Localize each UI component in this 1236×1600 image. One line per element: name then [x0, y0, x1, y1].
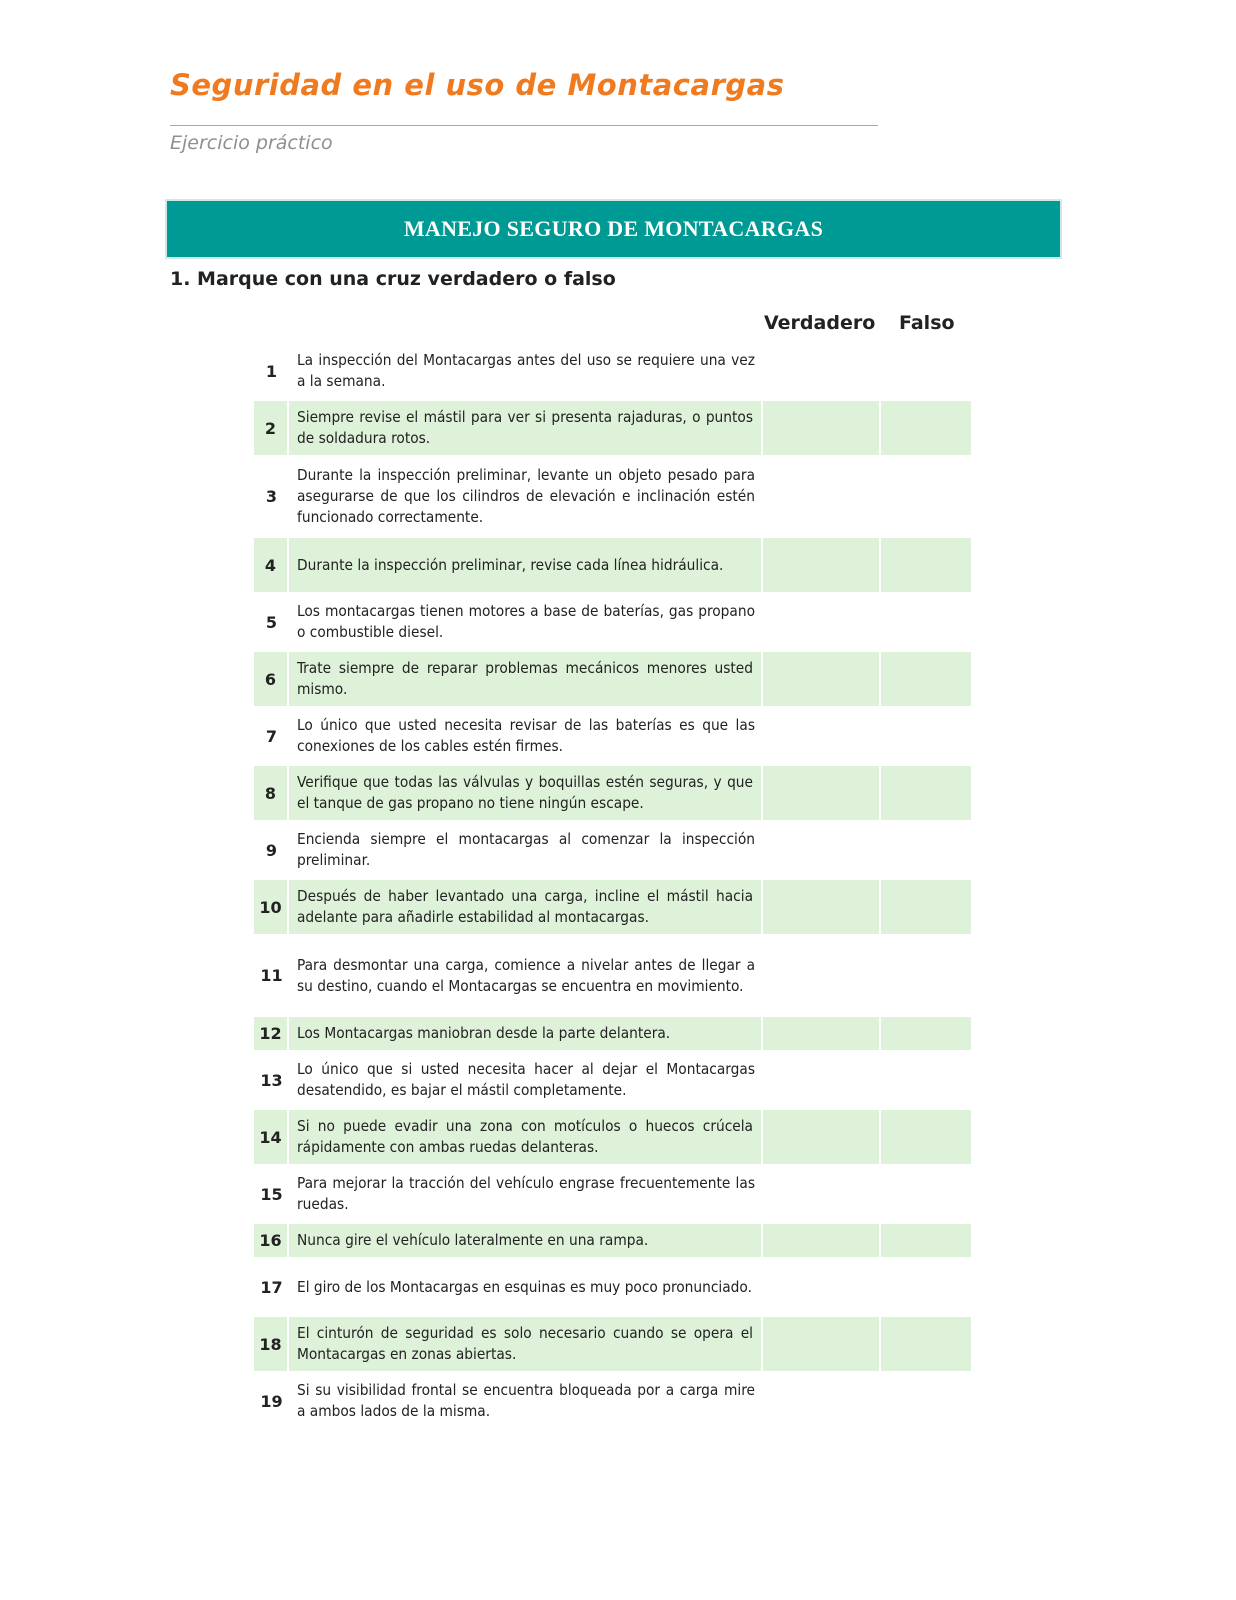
item-statement: Nunca gire el vehículo lateralmente en una rampa. — [289, 1224, 763, 1257]
table-row — [254, 1260, 971, 1314]
false-answer-cell[interactable] — [881, 652, 971, 706]
item-number: 19 — [260, 1391, 283, 1411]
item-statement: Si no puede evadir una zona con motículos o huecos crúcela rápidamente con ambas ruedas delanteras. — [289, 1110, 763, 1164]
table-row — [254, 880, 971, 934]
item-number: 17 — [260, 1277, 283, 1297]
true-answer-cell[interactable] — [763, 709, 881, 763]
true-answer-cell[interactable] — [763, 823, 881, 877]
item-statement: Para desmontar una carga, comience a nivelar antes de llegar a su destino, cuando el Montacargas se encuentra en movimiento. — [297, 955, 755, 995]
item-statement: Encienda siempre el montacargas al comenzar la inspección preliminar. — [297, 830, 755, 869]
true-answer-cell[interactable] — [763, 652, 881, 706]
item-number: 14 — [254, 1110, 289, 1164]
true-answer-cell[interactable] — [763, 1017, 881, 1050]
table-row — [254, 401, 971, 455]
table-row — [254, 1224, 971, 1257]
document-subtitle: Ejercicio práctico — [170, 132, 333, 154]
true-answer-cell[interactable] — [763, 1317, 881, 1371]
item-statement: Los montacargas tienen motores a base de baterías, gas propano o combustible diesel. — [297, 602, 755, 641]
table-row — [254, 823, 971, 877]
table-row — [254, 458, 971, 535]
item-number: 6 — [254, 652, 289, 706]
item-statement: El cinturón de seguridad es solo necesario cuando se opera el Montacargas en zonas abiertas. — [289, 1317, 763, 1371]
item-number: 3 — [265, 487, 278, 506]
false-answer-cell[interactable] — [881, 1224, 971, 1257]
item-number: 2 — [254, 401, 289, 455]
item-statement: Durante la inspección preliminar, levante un objeto pesado para asegurarse de que los cilindros de elevación e inclinación estén funcionado correctamente. — [297, 466, 755, 526]
false-answer-cell[interactable] — [881, 595, 971, 649]
true-answer-cell[interactable] — [763, 1374, 881, 1428]
true-false-table-body — [254, 344, 971, 1428]
table-row — [254, 652, 971, 706]
table-row — [254, 1317, 971, 1371]
table-row — [254, 1053, 971, 1107]
item-statement: Lo único que usted necesita revisar de las baterías es que las conexiones de los cables estén firmes. — [297, 716, 755, 755]
false-answer-cell[interactable] — [881, 1110, 971, 1164]
true-answer-cell[interactable] — [763, 880, 881, 934]
item-number: 12 — [254, 1017, 289, 1050]
true-answer-cell[interactable] — [763, 1224, 881, 1257]
table-row — [254, 538, 971, 592]
title-divider — [170, 125, 878, 126]
item-number: 11 — [260, 966, 283, 985]
table-row — [254, 1017, 971, 1050]
question-heading: 1. Marque con una cruz verdadero o falso — [170, 268, 616, 290]
true-answer-cell[interactable] — [763, 937, 881, 1014]
item-number: 4 — [254, 538, 289, 592]
section-banner-text: MANEJO SEGURO DE MONTACARGAS — [403, 216, 824, 241]
item-number: 18 — [254, 1317, 289, 1371]
item-number: 9 — [265, 840, 278, 860]
item-number: 1 — [265, 361, 278, 381]
table-row — [254, 1110, 971, 1164]
item-statement: Durante la inspección preliminar, revise cada línea hidráulica. — [289, 538, 763, 592]
column-header-false: Falso — [899, 312, 955, 334]
true-answer-cell[interactable] — [763, 538, 881, 592]
true-answer-cell[interactable] — [763, 595, 881, 649]
item-statement: Verifique que todas las válvulas y boquillas estén seguras, y que el tanque de gas propano no tiene ningún escape. — [289, 766, 763, 820]
false-answer-cell[interactable] — [881, 1017, 971, 1050]
item-number: 13 — [260, 1070, 283, 1090]
item-number: 5 — [265, 612, 278, 632]
true-answer-cell[interactable] — [763, 401, 881, 455]
item-number: 10 — [254, 880, 289, 934]
true-answer-cell[interactable] — [763, 344, 881, 398]
table-row — [254, 344, 971, 398]
true-answer-cell[interactable] — [763, 1260, 881, 1314]
item-number: 7 — [265, 726, 278, 746]
true-answer-cell[interactable] — [763, 1167, 881, 1221]
item-statement: El giro de los Montacargas en esquinas es muy poco pronunciado. — [297, 1277, 752, 1296]
false-answer-cell[interactable] — [881, 937, 971, 1014]
true-answer-cell[interactable] — [763, 1110, 881, 1164]
section-banner — [167, 201, 1060, 257]
table-row — [254, 937, 971, 1014]
table-row — [254, 1374, 971, 1428]
item-statement: Trate siempre de reparar problemas mecánicos menores usted mismo. — [289, 652, 763, 706]
item-statement: La inspección del Montacargas antes del uso se requiere una vez a la semana. — [297, 351, 755, 390]
table-row — [254, 766, 971, 820]
false-answer-cell[interactable] — [881, 766, 971, 820]
item-statement: Para mejorar la tracción del vehículo engrase frecuentemente las ruedas. — [297, 1174, 755, 1213]
false-answer-cell[interactable] — [881, 709, 971, 763]
false-answer-cell[interactable] — [881, 344, 971, 398]
true-answer-cell[interactable] — [763, 458, 881, 535]
item-number: 8 — [254, 766, 289, 820]
true-answer-cell[interactable] — [763, 1053, 881, 1107]
document-title: Seguridad en el uso de Montacargas — [170, 68, 785, 102]
false-answer-cell[interactable] — [881, 1374, 971, 1428]
true-false-table — [254, 344, 971, 1428]
item-statement: Los Montacargas maniobran desde la parte delantera. — [289, 1017, 763, 1050]
false-answer-cell[interactable] — [881, 823, 971, 877]
false-answer-cell[interactable] — [881, 401, 971, 455]
false-answer-cell[interactable] — [881, 1260, 971, 1314]
false-answer-cell[interactable] — [881, 458, 971, 535]
item-statement: Siempre revise el mástil para ver si presenta rajaduras, o puntos de soldadura rotos. — [289, 401, 763, 455]
false-answer-cell[interactable] — [881, 1053, 971, 1107]
item-number: 16 — [254, 1224, 289, 1257]
column-header-true: Verdadero — [764, 312, 876, 334]
item-statement: Si su visibilidad frontal se encuentra bloqueada por a carga mire a ambos lados de la misma. — [297, 1381, 755, 1420]
false-answer-cell[interactable] — [881, 1317, 971, 1371]
false-answer-cell[interactable] — [881, 880, 971, 934]
table-row — [254, 1167, 971, 1221]
table-row — [254, 709, 971, 763]
false-answer-cell[interactable] — [881, 538, 971, 592]
true-answer-cell[interactable] — [763, 766, 881, 820]
item-number: 15 — [260, 1184, 283, 1204]
false-answer-cell[interactable] — [881, 1167, 971, 1221]
item-statement: Después de haber levantado una carga, incline el mástil hacia adelante para añadirle estabilidad al montacargas. — [289, 880, 763, 934]
item-statement: Lo único que si usted necesita hacer al dejar el Montacargas desatendido, es bajar el mástil completamente. — [297, 1060, 755, 1099]
table-row — [254, 595, 971, 649]
